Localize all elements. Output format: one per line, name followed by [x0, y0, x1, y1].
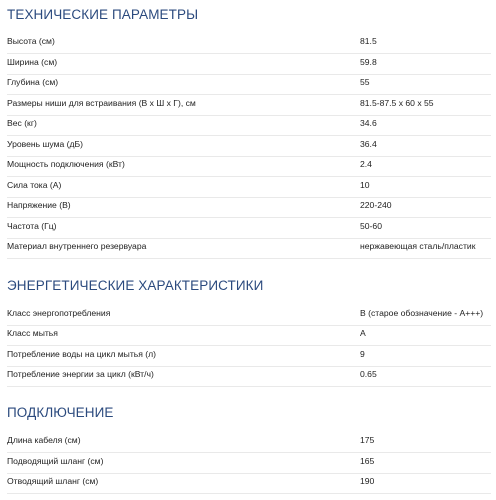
- spec-label: Потребление энергии за цикл (кВт/ч): [7, 369, 154, 379]
- spec-value: 190: [360, 476, 375, 486]
- spec-label: Частота (Гц): [7, 221, 57, 231]
- spec-value: 59.8: [360, 57, 377, 67]
- spec-value: 165: [360, 456, 375, 466]
- spec-row-energy-class: [7, 305, 491, 326]
- spec-value: 2.4: [360, 159, 372, 169]
- spec-label: Отводящий шланг (см): [7, 476, 99, 486]
- spec-row-width: [7, 54, 491, 75]
- section-title-energy: ЭНЕРГЕТИЧЕСКИЕ ХАРАКТЕРИСТИКИ: [7, 278, 264, 293]
- spec-label: Напряжение (В): [7, 200, 71, 210]
- spec-label: Класс энергопотребления: [7, 308, 111, 318]
- spec-label: Класс мытья: [7, 328, 58, 338]
- spec-label: Размеры ниши для встраивания (В х Ш х Г), см: [7, 98, 196, 108]
- spec-value: 0.65: [360, 369, 377, 379]
- spec-row-inlet-hose: [7, 453, 491, 474]
- spec-label: Потребление воды на цикл мытья (л): [7, 349, 157, 359]
- spec-row-tank-material: [7, 238, 491, 259]
- spec-value: 34.6: [360, 118, 377, 128]
- spec-label: Материал внутреннего резервуара: [7, 241, 147, 251]
- spec-value: 9: [360, 349, 365, 359]
- section-title-technical: ТЕХНИЧЕСКИЕ ПАРАМЕТРЫ: [7, 7, 199, 22]
- spec-value: A: [360, 328, 366, 338]
- spec-label: Сила тока (А): [7, 180, 62, 190]
- spec-label: Вес (кг): [7, 118, 37, 128]
- spec-row-depth: [7, 74, 491, 95]
- spec-value: 55: [360, 77, 370, 87]
- spec-value: 81.5-87.5 x 60 x 55: [360, 98, 434, 108]
- spec-row-outlet-hose: [7, 473, 491, 494]
- spec-row-energy-consumption: [7, 366, 491, 387]
- spec-label: Ширина (см): [7, 57, 58, 67]
- spec-row-niche-size: [7, 95, 491, 116]
- spec-row-weight: [7, 115, 491, 136]
- spec-value: 220-240: [360, 200, 392, 210]
- spec-value: 36.4: [360, 139, 377, 149]
- spec-value: 175: [360, 435, 375, 445]
- spec-label: Мощность подключения (кВт): [7, 159, 125, 169]
- spec-label: Уровень шума (дБ): [7, 139, 84, 149]
- spec-row-voltage: [7, 197, 491, 218]
- spec-row-water-consumption: [7, 346, 491, 367]
- spec-value: 81.5: [360, 36, 377, 46]
- spec-value: B (старое обозначение - A+++): [360, 308, 484, 318]
- spec-row-cable-length: [7, 432, 491, 453]
- spec-row-height: [7, 33, 491, 54]
- spec-label: Длина кабеля (см): [7, 435, 81, 445]
- spec-value: нержавеющая сталь/пластик: [360, 241, 476, 251]
- section-title-connection: ПОДКЛЮЧЕНИЕ: [7, 405, 114, 420]
- spec-row-frequency: [7, 218, 491, 239]
- spec-row-power: [7, 156, 491, 177]
- spec-row-washing-class: [7, 325, 491, 346]
- spec-label: Подводящий шланг (см): [7, 456, 104, 466]
- spec-label: Глубина (см): [7, 77, 59, 87]
- spec-label: Высота (см): [7, 36, 55, 46]
- spec-row-noise: [7, 136, 491, 157]
- spec-value: 10: [360, 180, 370, 190]
- spec-value: 50-60: [360, 221, 382, 231]
- spec-row-current: [7, 177, 491, 198]
